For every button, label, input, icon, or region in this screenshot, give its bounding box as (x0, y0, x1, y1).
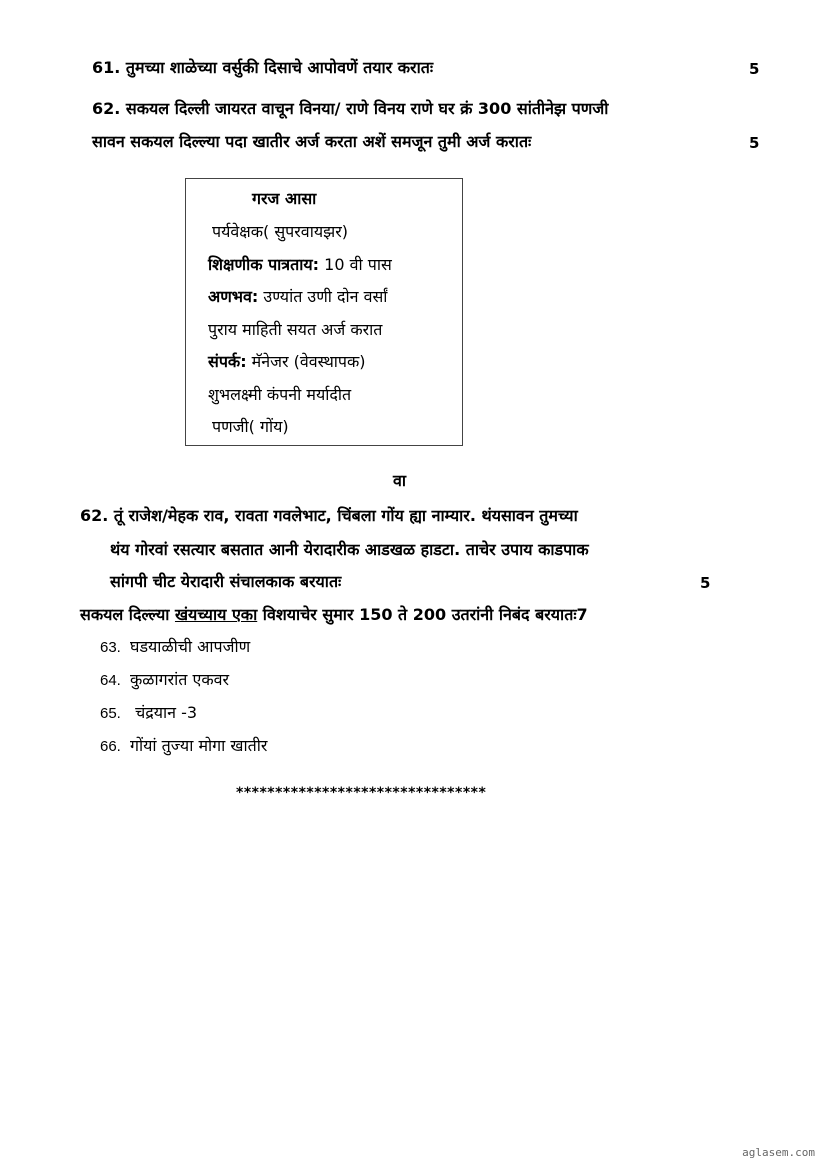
footer-link[interactable]: aglasem.com (742, 1146, 815, 1159)
question-61-marks: 5 (749, 60, 760, 78)
question-62-line2: सावन सकयल दिल्ल्या पदा खातीर अर्ज करता अशें समजून तुमी अर्ज करातः (92, 132, 532, 151)
ad-title: गरज आसा (252, 189, 317, 208)
list-item (100, 670, 229, 691)
list-item (100, 736, 267, 757)
ad-apply: पुराय माहिती सयत अर्ज करात (208, 320, 383, 339)
question-62-marks: 5 (749, 134, 760, 152)
ad-experience-value: उण्यांत उणी दोन वर्सां (258, 287, 388, 306)
question-62b-line2: थंय गोरवां रसत्यार बसतात आनी येरादारीक आडखळ हाडटा. ताचेर उपाय काडपाक (110, 540, 589, 559)
topic-number: 65. (100, 705, 121, 722)
question-62-line1: 62. सकयल दिल्ली जायरत वाचून विनया/ राणे विनय राणे घर क्रं 300 सांतीनेझ पणजी (92, 99, 609, 118)
ad-contact (208, 352, 366, 372)
essay-prefix: सकयल दिल्ल्या (80, 605, 175, 624)
topic-text: घडयाळीची आपजीण (130, 637, 251, 656)
topic-number: 66. (100, 738, 121, 755)
essay-instruction (80, 605, 588, 625)
question-61: 61. तुमच्या शाळेच्या वर्सुकी दिसाचे आपोवणें तयार करातः (92, 58, 434, 77)
ad-contact-value: मॅनेजर (वेवस्थापक) (246, 352, 366, 371)
question-62b-line1: 62. तूं राजेश/मेहक राव, रावता गवलेभाट, चिंबला गोंय ह्या नाम्यार. थंयसावन तुमच्या (80, 506, 578, 525)
ad-contact-label: संपर्क: (208, 352, 247, 371)
or-separator: वा (393, 471, 407, 490)
ad-post: पर्यवेक्षक( सुपरवायझर) (212, 222, 349, 241)
topic-text: गोंयां तुज्या मोगा खातीर (130, 736, 268, 755)
ad-experience-label: अणभव: (208, 287, 259, 306)
essay-underlined: खंयच्याय एका (174, 605, 258, 624)
topic-number: 63. (100, 639, 121, 656)
ad-qualification-value: 10 वी पास (319, 255, 392, 274)
question-62b-marks: 5 (700, 574, 711, 592)
topic-text: कुळागरांत एकवर (130, 670, 230, 689)
topic-number: 64. (100, 672, 121, 689)
ad-place: पणजी( गोंय) (212, 417, 289, 436)
ad-qualification (208, 255, 392, 275)
advertisement-box (185, 178, 463, 446)
essay-suffix: विशयाचेर सुमार 150 ते 200 उतरांनी निबंद बरयातः7 (257, 605, 588, 624)
ad-experience (208, 287, 387, 307)
list-item (100, 637, 250, 658)
end-separator: ******************************** (236, 785, 487, 801)
list-item (100, 703, 197, 724)
ad-company: शुभलक्ष्मी कंपनी मर्यादीत (208, 385, 352, 404)
ad-qualification-label: शिक्षणीक पात्रताय: (208, 255, 320, 274)
topic-text: चंद्रयान -3 (130, 703, 198, 722)
question-62b-line3: सांगपी चीट येरादारी संचालकाक बरयातः (110, 572, 342, 591)
